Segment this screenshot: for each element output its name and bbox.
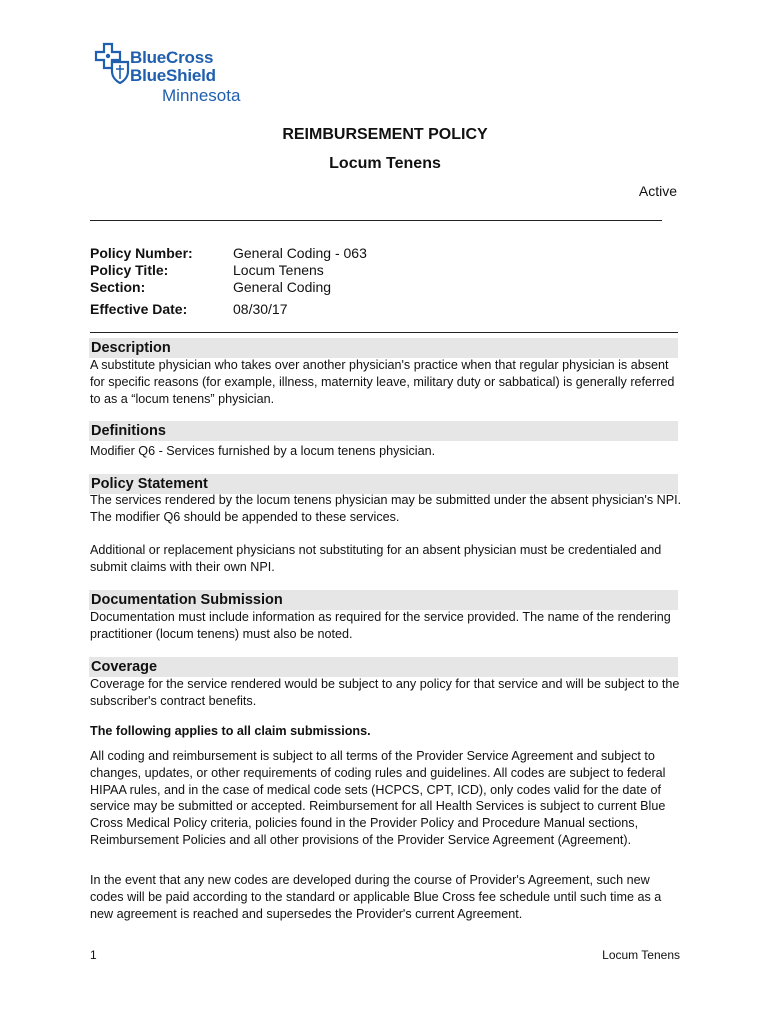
policy-statement-heading: Policy Statement [89,474,678,494]
definitions-body: Modifier Q6 - Services furnished by a locum tenens physician. [90,444,436,458]
footer-title: Locum Tenens [602,948,680,962]
description-body: A substitute physician who takes over another physician's practice when that regular physician is absent for specific reasons (for example, illness, maternity leave, military duty or sabbatical) is generally referred to as a “locum tenens” physician. [90,358,675,406]
policy-statement-body-1: The services rendered by the locum tenens physician may be submitted under the absent physician's NPI. The modifier Q6 should be appended to these services. [90,493,682,524]
effective-date-value: 08/30/17 [233,301,288,317]
page-number: 1 [90,948,97,962]
policy-number-label: Policy Number: [90,245,193,261]
bcbs-logo [90,40,265,108]
description-heading: Description [89,338,678,358]
documentation-heading: Documentation Submission [89,590,678,610]
claims-heading: The following applies to all claim submissions. [90,724,371,738]
logo-text-blueshield: BlueShield [130,66,216,85]
claims-body-1: All coding and reimbursement is subject to all terms of the Provider Service Agreement and subject to changes, updates, or other requirements of coding rules and guidelines. All codes are subject to federal HIPAA rules, and in the case of medical code sets (HCPCS, CPT, ICD), only codes valid for the date of service may be submitted or accepted. Reimbursement for all Health Services is subject to current Blue Cross Medical Policy criteria, policies found in the Provider Policy and Procedure Manual sections, Reimbursement Policies and all other provisions of the Provider Service Agreement (Agreement). [90,749,666,847]
section-label: Section: [90,279,146,295]
policy-statement-body-2: Additional or replacement physicians not substituting for an absent physician must be credentialed and submit claims with their own NPI. [90,543,662,574]
claims-body-2: In the event that any new codes are developed during the course of Provider's Agreement, such new codes will be paid according to the standard or applicable Blue Cross fee schedule until such time as a new agreement is reached and supersedes the Provider's current Agreement. [90,873,662,921]
shield-icon [112,62,128,83]
divider-meta [90,332,678,333]
document-subtitle: Locum Tenens [329,155,441,172]
divider-top [90,220,662,221]
documentation-body: Documentation must include information as required for the service provided. The name of the rendering practitioner (locum tenens) must also be noted. [90,610,671,641]
section-value: General Coding [233,279,332,295]
definitions-heading: Definitions [89,421,678,441]
policy-status: Active [638,183,677,199]
document-title: REIMBURSEMENT POLICY [282,126,488,143]
coverage-body: Coverage for the service rendered would be subject to any policy for that service and will be subject to the subscriber's contract benefits. [90,677,680,708]
coverage-heading: Coverage [89,657,678,677]
policy-title-label: Policy Title: [90,262,169,278]
logo-marks [90,40,130,84]
effective-date-label: Effective Date: [90,301,188,317]
policy-number-value: General Coding - 063 [233,245,367,261]
policy-title-value: Locum Tenens [233,262,324,278]
logo-text-bluecross: BlueCross [130,48,214,67]
logo-text-minnesota: Minnesota [162,86,241,105]
